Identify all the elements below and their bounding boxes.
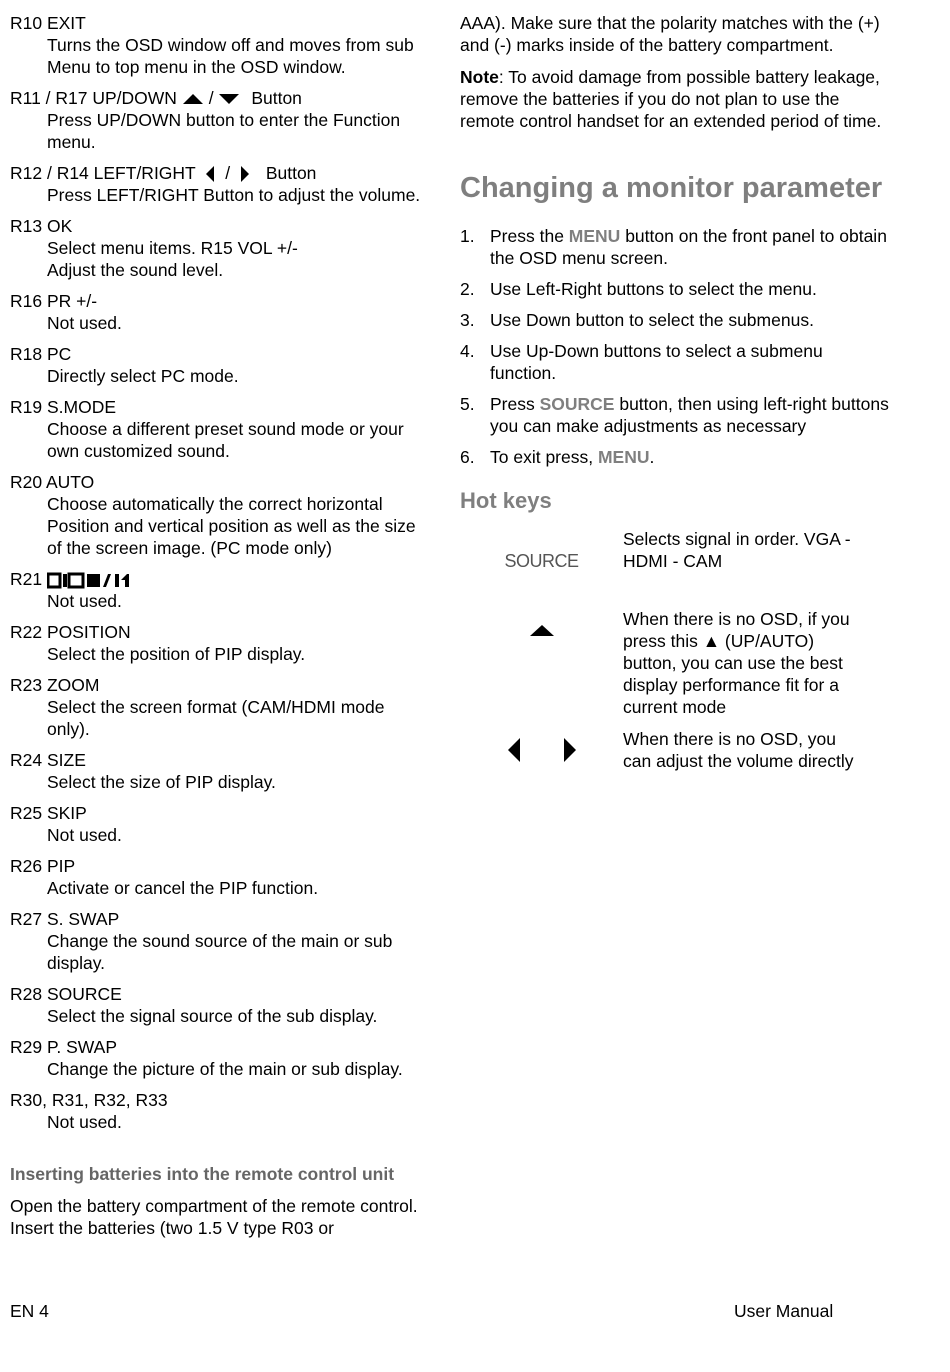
list-item: 2. Use Left-Right buttons to select the menu. bbox=[460, 279, 817, 299]
entry-r24 bbox=[10, 749, 430, 793]
entry-desc: Not used. bbox=[47, 1112, 122, 1133]
right-arrow-icon bbox=[235, 164, 255, 184]
list-item: 4. Use Up-Down buttons to select a submenu function. bbox=[460, 341, 823, 383]
entry-code: R27 S. SWAP bbox=[10, 909, 120, 930]
hot-key-row-source bbox=[460, 528, 890, 598]
entry-code: R24 SIZE bbox=[10, 750, 86, 771]
entry-r23 bbox=[10, 674, 430, 740]
entry-code: R25 SKIP bbox=[10, 803, 87, 824]
entry-code: R20 AUTO bbox=[10, 472, 95, 493]
entry-code: R10 EXIT bbox=[10, 13, 86, 33]
batteries-text: Open the battery compartment of the remote control. Insert the batteries (two 1.5 V type R03 or bbox=[10, 1196, 418, 1239]
entry-r18 bbox=[10, 343, 430, 387]
up-arrow-icon bbox=[528, 622, 556, 638]
hot-key-cell bbox=[460, 728, 623, 772]
entry-r26 bbox=[10, 855, 430, 899]
entry-desc-2: Adjust the sound level. bbox=[47, 260, 224, 281]
entry-desc: Choose a different preset sound mode or your own customized sound. bbox=[47, 419, 404, 462]
entry-r11-r17: R11 / R17 UP/DOWN / Button Press UP/DOWN button to enter the Function menu. bbox=[10, 87, 430, 153]
source-key-label: SOURCE bbox=[504, 551, 579, 571]
entry-code: R30, R31, R32, R33 bbox=[10, 1090, 168, 1111]
list-item: 1. Press the MENU button on the front panel to obtain the OSD menu screen. bbox=[460, 226, 887, 268]
entry-r13 bbox=[10, 215, 430, 281]
note-paragraph bbox=[460, 66, 890, 132]
entry-r21 bbox=[10, 568, 430, 612]
battery-continued-text: AAA). Make sure that the polarity matches with the (+) and (-) marks inside of the battery compartment. bbox=[460, 13, 880, 55]
hot-key-desc: When there is no OSD, you can adjust the volume directly bbox=[623, 729, 854, 771]
left-column bbox=[10, 12, 430, 1249]
right-column bbox=[460, 12, 890, 782]
footer-page-number: EN 4 bbox=[10, 1301, 49, 1321]
entry-desc: Not used. bbox=[47, 825, 122, 846]
entry-desc: Directly select PC mode. bbox=[47, 366, 239, 387]
entry-desc: Change the sound source of the main or sub display. bbox=[47, 931, 393, 974]
entry-desc: Select menu items. R15 VOL +/- bbox=[47, 238, 298, 259]
entry-desc: Press UP/DOWN button to enter the Function menu. bbox=[47, 110, 401, 152]
list-item: 6. To exit press, MENU. bbox=[460, 447, 655, 467]
entry-code: R29 P. SWAP bbox=[10, 1037, 117, 1058]
right-arrow-icon bbox=[561, 736, 579, 764]
hot-keys-title: Hot keys bbox=[460, 488, 552, 513]
entry-desc: Choose automatically the correct horizontal Position and vertical position as well as the size of the screen image. (PC mode only) bbox=[47, 494, 416, 559]
entry-r12-r14: R12 / R14 LEFT/RIGHT / Button Press LEFT/RIGHT Button to adjust the volume. bbox=[10, 162, 430, 206]
entry-code: R16 PR +/- bbox=[10, 291, 98, 312]
down-arrow-icon bbox=[218, 92, 240, 106]
entry-code: R22 POSITION bbox=[10, 622, 131, 643]
entry-code: R18 PC bbox=[10, 344, 72, 365]
entry-r25 bbox=[10, 802, 430, 846]
list-item: 5. Press SOURCE button, then using left-right buttons you can make adjustments as necessary bbox=[460, 394, 889, 436]
entry-r27 bbox=[10, 908, 430, 974]
entry-code: R26 PIP bbox=[10, 856, 76, 877]
note-label: Note bbox=[460, 67, 499, 87]
entry-code: R23 ZOOM bbox=[10, 675, 100, 696]
entry-desc: Turns the OSD window off and moves from sub Menu to top menu in the OSD window. bbox=[47, 35, 414, 77]
footer-title: User Manual bbox=[734, 1301, 834, 1321]
entry-desc: Not used. bbox=[47, 313, 122, 334]
hot-key-desc: When there is no OSD, if you press this ▲ (UP/AUTO) button, you can use the best display performance fit for a current mode bbox=[623, 609, 850, 717]
entry-code: R12 / R14 LEFT/RIGHT bbox=[10, 163, 196, 183]
batteries-heading: Inserting batteries into the remote control unit bbox=[10, 1164, 395, 1185]
entry-code: R21 bbox=[10, 569, 43, 590]
hot-key-cell bbox=[460, 608, 623, 718]
entry-desc: Select the position of PIP display. bbox=[47, 644, 306, 665]
up-arrow-icon bbox=[182, 92, 204, 106]
entry-suffix: Button bbox=[251, 88, 302, 108]
teletext-icon bbox=[47, 572, 131, 590]
hot-key-row-left-right bbox=[460, 728, 890, 772]
entry-r22 bbox=[10, 621, 430, 665]
entry-suffix: Button bbox=[265, 163, 317, 183]
left-arrow-icon bbox=[200, 164, 220, 184]
entry-desc: Press LEFT/RIGHT Button to adjust the volume. bbox=[47, 185, 421, 206]
section-title: Changing a monitor parameter bbox=[460, 172, 883, 204]
entry-r30-r33 bbox=[10, 1089, 430, 1133]
entry-desc: Select the screen format (CAM/HDMI mode only). bbox=[47, 697, 385, 740]
list-item: 3. Use Down button to select the submenus. bbox=[460, 310, 814, 330]
entry-code: R11 / R17 UP/DOWN bbox=[10, 88, 177, 108]
entry-desc: Select the signal source of the sub display. bbox=[47, 1006, 378, 1027]
entry-r10 bbox=[10, 12, 430, 78]
hot-key-cell bbox=[460, 528, 623, 598]
entry-desc: Select the size of PIP display. bbox=[47, 772, 276, 793]
entry-r20 bbox=[10, 471, 430, 559]
entry-r28 bbox=[10, 983, 430, 1027]
left-arrow-icon bbox=[505, 736, 523, 764]
note-text: : To avoid damage from possible battery leakage, remove the batteries if you do not plan to use the remote control handset for an extended period of time. bbox=[460, 67, 882, 131]
entry-r29 bbox=[10, 1036, 430, 1080]
hot-key-desc: Selects signal in order. VGA - HDMI - CAM bbox=[623, 529, 851, 571]
entry-r19 bbox=[10, 396, 430, 462]
entry-desc: Not used. bbox=[47, 591, 122, 612]
entry-code: R28 SOURCE bbox=[10, 984, 122, 1005]
entry-desc: Activate or cancel the PIP function. bbox=[47, 878, 319, 899]
entry-code: R13 OK bbox=[10, 216, 73, 237]
hot-key-row-up bbox=[460, 608, 890, 718]
entry-r16 bbox=[10, 290, 430, 334]
steps-list bbox=[460, 225, 890, 468]
entry-code: R19 S.MODE bbox=[10, 397, 116, 418]
entry-desc: Change the picture of the main or sub display. bbox=[47, 1059, 403, 1080]
